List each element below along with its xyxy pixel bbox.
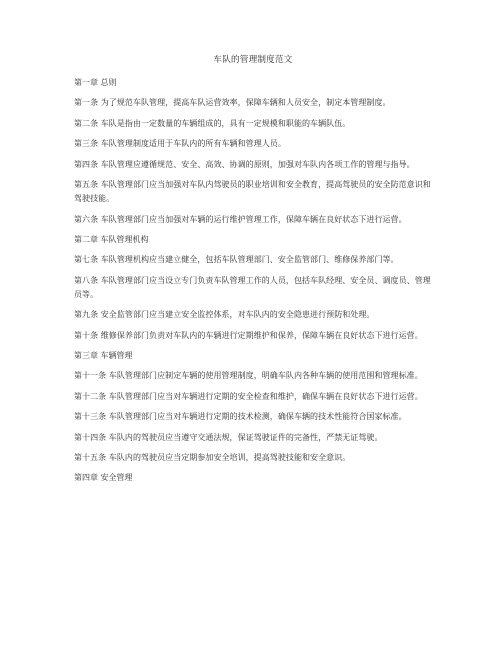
article-paragraph: 第十二条 车队管理部门应当对车辆进行定期的安全检查和维护，确保车辆在良好状态下进行运营。 bbox=[74, 391, 423, 401]
article-paragraph: 第六条 车队管理部门应当加强对车辆的运行维护管理工作，保障车辆在良好状态下进行运营。 bbox=[74, 214, 407, 224]
article-paragraph: 第一条 为了规范车队管理，提高车队运营效率，保障车辆和人员安全，制定本管理制度。 bbox=[74, 98, 391, 108]
article-paragraph: 第七条 车队管理机构应当建立健全，包括车队管理部门、安全监管部门、维修保养部门等。 bbox=[74, 255, 399, 265]
article-paragraph: 第四条 车队管理应遵循规范、安全、高效、协调的原则，加强对车队内各项工作的管理与指导。 bbox=[74, 159, 415, 169]
article-paragraph: 第十条 维修保养部门负责对车队内的车辆进行定期维护和保养，保障车辆在良好状态下进行运营。 bbox=[74, 330, 423, 340]
article-paragraph: 第五条 车队管理部门应当加强对车队内驾驶员的职业培训和安全教育，提高驾驶员的安全防范意识和驾驶技能。 bbox=[74, 179, 431, 204]
article-paragraph: 第三条 车队管理制度适用于车队内的所有车辆和管理人员。 bbox=[74, 139, 286, 149]
chapter-heading: 第四章 安全管理 bbox=[74, 473, 133, 483]
article-paragraph: 第二条 车队是指由一定数量的车辆组成的，具有一定规模和职能的车辆队伍。 bbox=[74, 118, 351, 128]
article-paragraph: 第九条 安全监管部门应当建立安全监控体系，对车队内的安全隐患进行预防和处理。 bbox=[74, 310, 375, 320]
document-title: 车队的管理制度范文 bbox=[213, 55, 293, 65]
article-paragraph: 第八条 车队管理部门应当设立专门负责车队管理工作的人员，包括车队经理、安全员、调度员、管理员等。 bbox=[74, 275, 431, 299]
article-paragraph: 第十四条 车队内的驾驶员应当遵守交通法规，保证驾驶证件的完备性，严禁无证驾驶。 bbox=[74, 432, 383, 442]
article-paragraph: 第十五条 车队内的驾驶员应当定期参加安全培训，提高驾驶技能和安全意识。 bbox=[74, 453, 351, 463]
article-paragraph: 第十一条 车队管理部门应制定车辆的使用管理制度，明确车队内各种车辆的使用范围和管理标准。 bbox=[74, 371, 423, 381]
chapter-heading: 第二章 车队管理机构 bbox=[74, 234, 149, 244]
chapter-heading: 第一章 总则 bbox=[74, 78, 117, 87]
article-paragraph: 第十三条 车队管理部门应当对车辆进行定期的技术检测，确保车辆的技术性能符合国家标准。 bbox=[74, 412, 407, 422]
chapter-heading: 第三章 车辆管理 bbox=[74, 351, 133, 361]
